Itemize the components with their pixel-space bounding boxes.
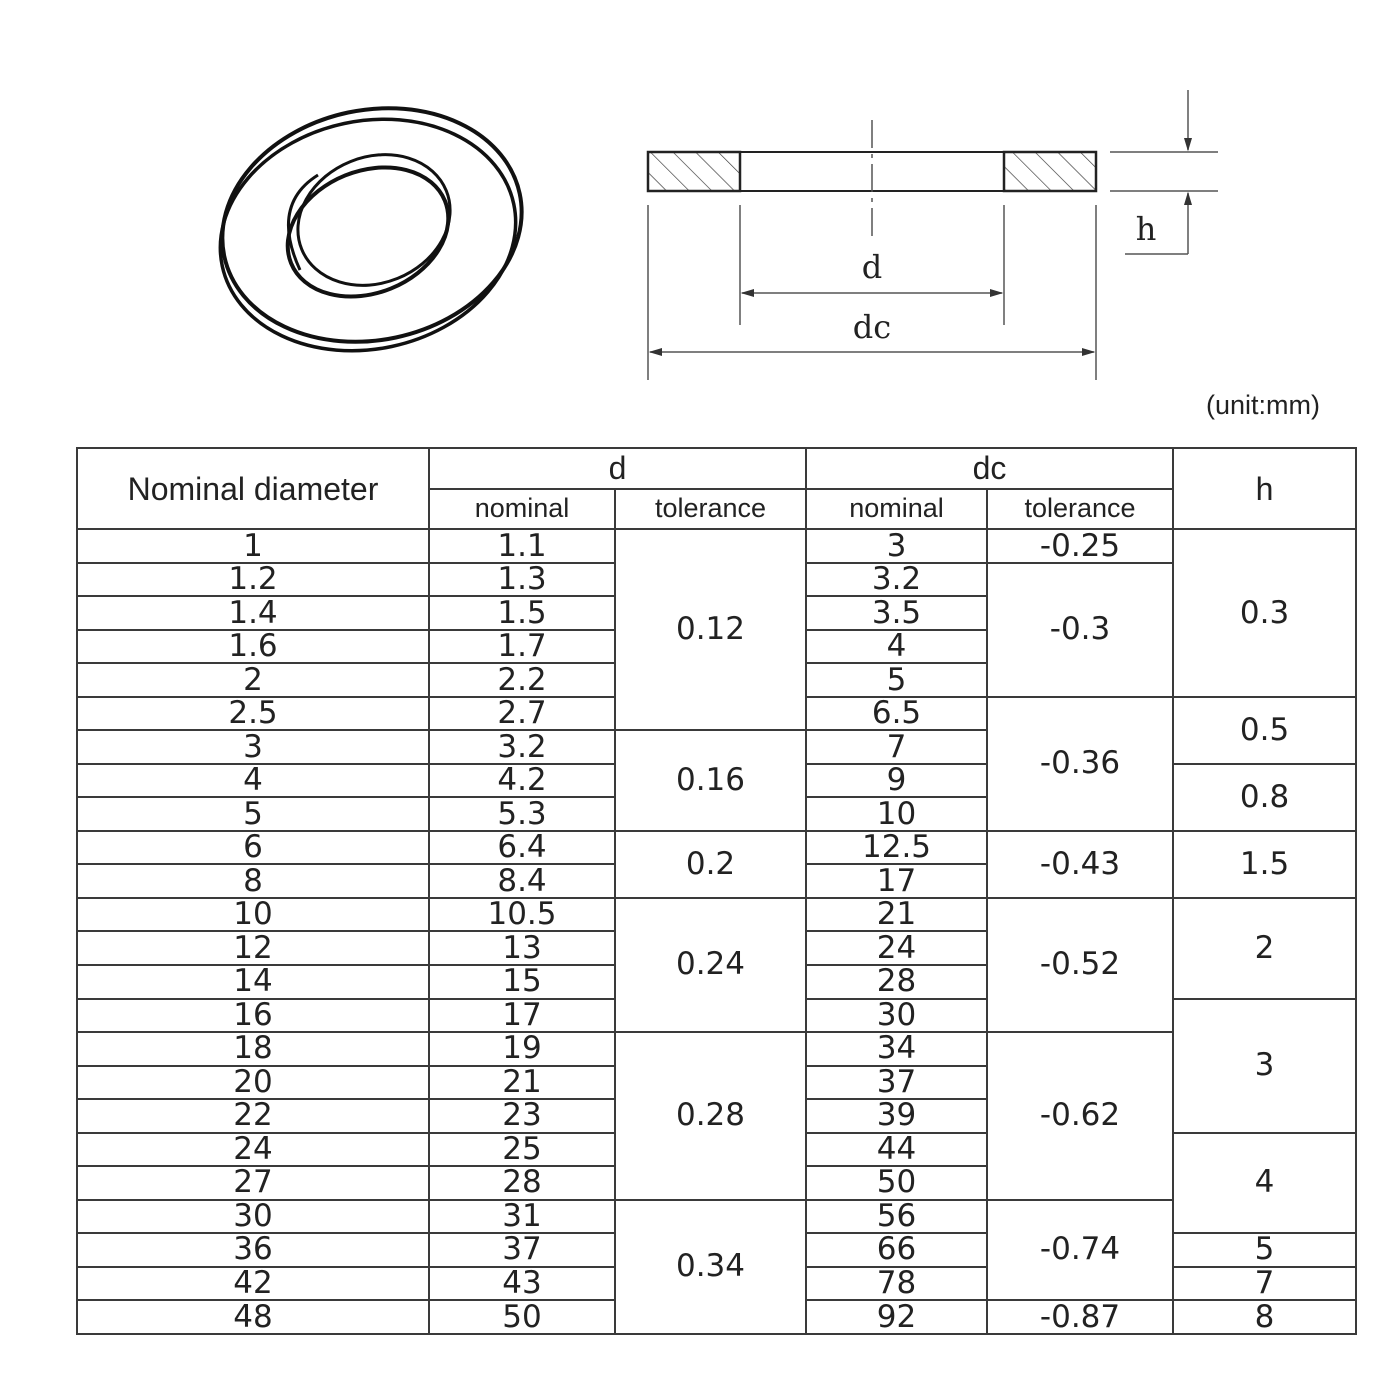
d-nominal-cell: 2.7 (429, 697, 615, 731)
header-d: d (429, 448, 806, 489)
dc-nominal-cell: 30 (806, 999, 987, 1033)
h-cell: 7 (1173, 1267, 1356, 1301)
d-nominal-cell: 1.1 (429, 529, 615, 563)
nominal-diameter-cell: 48 (77, 1300, 429, 1334)
h-cell: 1.5 (1173, 831, 1356, 898)
h-cell: 0.3 (1173, 529, 1356, 697)
nominal-diameter-cell: 1.4 (77, 596, 429, 630)
d-nominal-cell: 28 (429, 1166, 615, 1200)
dc-nominal-cell: 92 (806, 1300, 987, 1334)
h-cell: 0.5 (1173, 697, 1356, 764)
nominal-diameter-cell: 6 (77, 831, 429, 865)
d-tolerance-cell: 0.34 (615, 1200, 806, 1334)
h-cell: 3 (1173, 999, 1356, 1133)
nominal-diameter-cell: 30 (77, 1200, 429, 1234)
d-tolerance-cell: 0.16 (615, 730, 806, 831)
d-nominal-cell: 3.2 (429, 730, 615, 764)
unit-note: (unit:mm) (1206, 390, 1320, 420)
d-nominal-cell: 1.7 (429, 630, 615, 664)
table-row (77, 831, 1356, 865)
label-d: d (861, 248, 883, 286)
d-nominal-cell: 2.2 (429, 663, 615, 697)
nominal-diameter-cell: 18 (77, 1032, 429, 1066)
table-row (77, 1200, 1356, 1234)
dc-nominal-cell: 10 (806, 797, 987, 831)
nominal-diameter-cell: 12 (77, 931, 429, 965)
dc-nominal-cell: 78 (806, 1267, 987, 1301)
dc-tolerance-cell: -0.62 (987, 1032, 1173, 1200)
dc-tolerance-cell: -0.3 (987, 563, 1173, 697)
dc-nominal-cell: 9 (806, 764, 987, 798)
dc-nominal-cell: 34 (806, 1032, 987, 1066)
header-dc-tolerance: tolerance (987, 489, 1173, 530)
dc-tolerance-cell: -0.74 (987, 1200, 1173, 1301)
table-row (77, 898, 1356, 932)
dc-nominal-cell: 3.2 (806, 563, 987, 597)
d-nominal-cell: 5.3 (429, 797, 615, 831)
nominal-diameter-cell: 42 (77, 1267, 429, 1301)
header-dc: dc (806, 448, 1173, 489)
nominal-diameter-cell: 24 (77, 1133, 429, 1167)
dc-nominal-cell: 56 (806, 1200, 987, 1234)
d-nominal-cell: 50 (429, 1300, 615, 1334)
table-row (77, 1032, 1356, 1066)
washer-drawings (0, 0, 1400, 440)
d-nominal-cell: 43 (429, 1267, 615, 1301)
label-h: h (1135, 210, 1157, 248)
h-cell: 8 (1173, 1300, 1356, 1334)
dc-nominal-cell: 44 (806, 1133, 987, 1167)
nominal-diameter-cell: 36 (77, 1233, 429, 1267)
h-cell: 5 (1173, 1233, 1356, 1267)
d-nominal-cell: 15 (429, 965, 615, 999)
header-d-tolerance: tolerance (615, 489, 806, 530)
label-dc: dc (852, 308, 892, 346)
washer-section-view (648, 90, 1218, 380)
dc-tolerance-cell: -0.25 (987, 529, 1173, 563)
d-nominal-cell: 8.4 (429, 864, 615, 898)
nominal-diameter-cell: 5 (77, 797, 429, 831)
dc-nominal-cell: 50 (806, 1166, 987, 1200)
d-nominal-cell: 23 (429, 1099, 615, 1133)
h-cell: 4 (1173, 1133, 1356, 1234)
dc-nominal-cell: 5 (806, 663, 987, 697)
nominal-diameter-cell: 10 (77, 898, 429, 932)
header-nominal-diameter: Nominal diameter (77, 448, 429, 529)
header-h: h (1173, 448, 1356, 529)
nominal-diameter-cell: 1 (77, 529, 429, 563)
dc-nominal-cell: 3.5 (806, 596, 987, 630)
d-tolerance-cell: 0.24 (615, 898, 806, 1032)
d-nominal-cell: 19 (429, 1032, 615, 1066)
dc-nominal-cell: 39 (806, 1099, 987, 1133)
nominal-diameter-cell: 22 (77, 1099, 429, 1133)
nominal-diameter-cell: 14 (77, 965, 429, 999)
d-nominal-cell: 1.3 (429, 563, 615, 597)
dc-tolerance-cell: -0.87 (987, 1300, 1173, 1334)
d-nominal-cell: 21 (429, 1066, 615, 1100)
dc-nominal-cell: 6.5 (806, 697, 987, 731)
d-tolerance-cell: 0.28 (615, 1032, 806, 1200)
nominal-diameter-cell: 8 (77, 864, 429, 898)
d-nominal-cell: 25 (429, 1133, 615, 1167)
dc-nominal-cell: 24 (806, 931, 987, 965)
d-nominal-cell: 31 (429, 1200, 615, 1234)
nominal-diameter-cell: 20 (77, 1066, 429, 1100)
dc-nominal-cell: 21 (806, 898, 987, 932)
nominal-diameter-cell: 27 (77, 1166, 429, 1200)
dc-nominal-cell: 17 (806, 864, 987, 898)
dc-nominal-cell: 3 (806, 529, 987, 563)
dc-nominal-cell: 37 (806, 1066, 987, 1100)
d-nominal-cell: 13 (429, 931, 615, 965)
dc-tolerance-cell: -0.43 (987, 831, 1173, 898)
header-dc-nominal: nominal (806, 489, 987, 530)
d-nominal-cell: 17 (429, 999, 615, 1033)
dc-nominal-cell: 7 (806, 730, 987, 764)
d-nominal-cell: 6.4 (429, 831, 615, 865)
dc-nominal-cell: 4 (806, 630, 987, 664)
dc-tolerance-cell: -0.36 (987, 697, 1173, 831)
nominal-diameter-cell: 4 (77, 764, 429, 798)
d-nominal-cell: 37 (429, 1233, 615, 1267)
h-cell: 2 (1173, 898, 1356, 999)
nominal-diameter-cell: 2.5 (77, 697, 429, 731)
nominal-diameter-cell: 3 (77, 730, 429, 764)
nominal-diameter-cell: 1.2 (77, 563, 429, 597)
dc-nominal-cell: 28 (806, 965, 987, 999)
nominal-diameter-cell: 16 (77, 999, 429, 1033)
washer-spec-table (76, 447, 1357, 1335)
dc-nominal-cell: 12.5 (806, 831, 987, 865)
dc-tolerance-cell: -0.52 (987, 898, 1173, 1032)
d-nominal-cell: 4.2 (429, 764, 615, 798)
d-tolerance-cell: 0.12 (615, 529, 806, 730)
table-row (77, 529, 1356, 563)
nominal-diameter-cell: 2 (77, 663, 429, 697)
h-cell: 0.8 (1173, 764, 1356, 831)
dc-nominal-cell: 66 (806, 1233, 987, 1267)
d-nominal-cell: 10.5 (429, 898, 615, 932)
d-nominal-cell: 1.5 (429, 596, 615, 630)
header-d-nominal: nominal (429, 489, 615, 530)
washer-isometric (199, 81, 544, 377)
d-tolerance-cell: 0.2 (615, 831, 806, 898)
nominal-diameter-cell: 1.6 (77, 630, 429, 664)
